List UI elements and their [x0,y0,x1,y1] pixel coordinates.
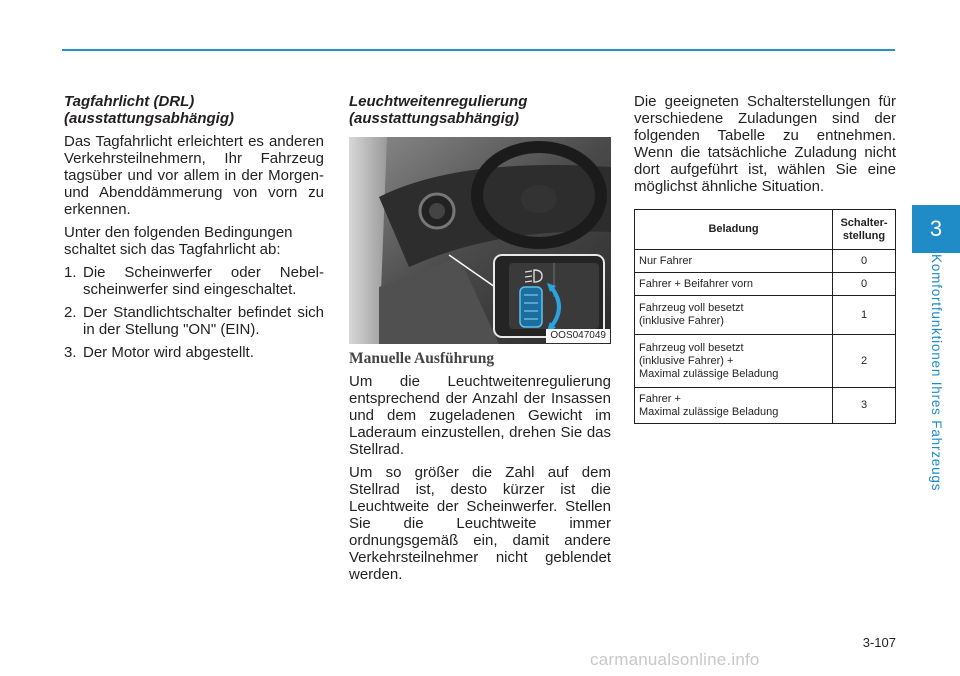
leveling-switch-photo [349,137,611,344]
column-switch-positions [634,93,896,201]
load-cell [635,296,833,335]
header-load: Beladung [635,210,833,250]
drl-intro: Das Tagfahrlicht erleichtert es anderen Verkehrsteilnehmern, Ihr Fahrzeug tagsüber und vor allem in der Morgen- und Abenddämmerung von vorn zu erkennen. [64,133,324,218]
column-headlight-leveling [349,93,611,589]
load-line: Fahrer + Beifahrer vorn [639,277,754,290]
drl-heading-availability: (ausstattungsabhängig) [64,110,235,127]
chapter-title: Komfortfunktionen Ihres Fahrzeugs [929,254,944,492]
leveling-heading [349,93,611,127]
list-item-number: 2. [64,304,77,321]
drl-conditions-intro: Unter den folgenden Bedingungen schaltet sich das Tagfahrlicht ab: [64,224,293,258]
leveling-wheel [520,287,542,327]
air-vent-core [429,203,445,219]
header-rule [62,49,895,51]
leveling-para-1: Um die Leuchtweitenregulierung entsprechend der Anzahl der Insassen und dem zugeladenen Gewicht im Laderaum einzustellen, drehen Sie das Stellrad. [349,373,611,458]
table-header-row [635,210,896,250]
load-line: Fahrzeug voll besetzt [639,341,744,354]
load-line: (inklusive Fahrer) [639,315,724,327]
load-line: Fahrer + [639,392,681,405]
figure-code: OOS047049 [546,329,610,343]
load-line: Fahrzeug voll besetzt [639,302,744,314]
list-item-text: Der Motor wird abgestellt. [83,344,254,361]
chapter-number-tab: 3 [912,205,960,253]
load-cell [635,273,833,296]
dashboard-illustration [349,137,611,344]
list-item [64,264,324,298]
list-item-number: 1. [64,264,77,281]
steering-hub [521,185,557,213]
load-position-table [634,209,896,424]
switch-positions-intro: Die geeigneten Schalterstellungen für verschiedene Zuladungen sind der folgenden Tabelle zu entnehmen. Wenn die tatsächliche Zuladung nicht dort aufgeführt ist, wählen Sie eine möglichst ähnliche Situation. [634,93,896,195]
leveling-para-2: Um so größer die Zahl auf dem Stellrad ist, desto kürzer ist die Leuchtweite der Scheinwerfer. Stellen Sie die Leuchtweite immer ordnungsgemäß ein, damit andere Verkehrsteilnehmer nicht geblendet werden. [349,464,611,583]
list-item [64,304,324,338]
position-cell: 0 [833,273,896,296]
drl-heading [64,93,324,127]
list-item-text: Die Scheinwerfer oder Nebelscheinwerfer sind eingeschaltet. [83,264,324,298]
load-line: Nur Fahrer [639,254,693,267]
load-cell [635,250,833,273]
list-item [64,344,324,361]
header-switch-position [833,210,896,250]
table-row [635,250,896,273]
leveling-heading-availability: (ausstattungsabhängig) [349,110,520,127]
manual-subheading: Manuelle Ausführung [349,350,495,367]
list-item-number: 3. [64,344,77,361]
drl-heading-title: Tagfahrlicht (DRL) [64,93,195,110]
page-number: 3-107 [862,635,896,650]
load-line: Maximal zulässige Beladung [639,367,779,380]
header-line: Schalter- [840,216,888,229]
table-row [635,335,896,388]
position-cell: 3 [833,388,896,424]
list-item-text: Der Standlichtschalter befindet sich in der Stellung "ON" (EIN). [83,304,324,338]
table-row [635,388,896,424]
position-cell: 0 [833,250,896,273]
watermark: carmanualsonline.info [590,650,760,669]
header-line: stellung [842,229,886,242]
load-line: (inklusive Fahrer) + [639,354,734,367]
drl-conditions-list [64,264,324,361]
position-cell: 2 [833,335,896,388]
table-row [635,273,896,296]
table-row [635,296,896,335]
load-cell [635,388,833,424]
column-drl [64,93,324,367]
leveling-heading-title: Leuchtweitenregulierung [349,93,528,110]
load-line: Maximal zulässige Beladung [639,405,779,418]
position-cell: 1 [833,296,896,335]
load-cell [635,335,833,388]
